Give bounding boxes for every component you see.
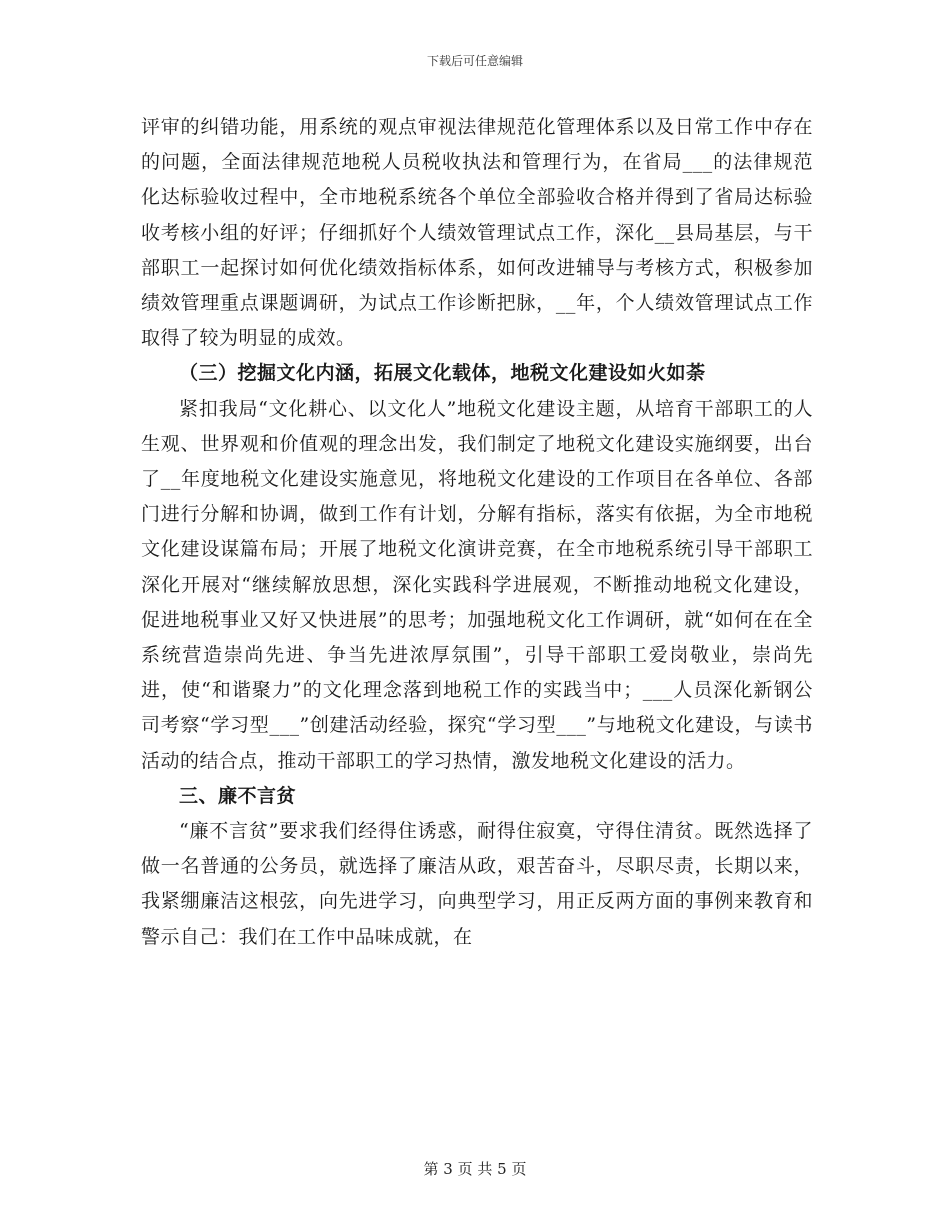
page-footer: 第 3 页 共 5 页 [423,1160,527,1178]
paragraph-2: 紧扣我局“文化耕心、以文化人”地税文化建设主题，从培育干部职工的人生观、世界观和价值观的理念出发，我们制定了地税文化建设实施纲要，出台了__年度地税文化建设实施意见，将地税文化建设的工作项目在各单位、各部门进行分解和协调，做到工作有计划，分解有指标，落实有依据，为全市地税文化建设谋篇布局；开展了地税文化演讲竞赛，在全市地税系统引导干部职工深化开展对“继续解放思想，深化实践科学进展观，不断推动地税文化建设，促进地税事业又好又快进展”的思考；加强地税文化工作调研，就“如何在在全系统营造崇尚先进、争当先进浓厚氛围”，引导干部职工爱岗敬业，崇尚先进，使“和谐聚力”的文化理念落到地税工作的实践当中；___人员深化新钢公司考察“学习型___”创建活动经验，探究“学习型___”与地税文化建设，与读书活动的结合点，推动干部职工的学习热情，激发地税文化建设的活力。 [141,397,813,772]
section-heading-lian-bu-yan-pin: 三、廉不言贫 [179,784,297,807]
document-body [141,110,813,955]
paragraph-1: 评审的纠错功能，用系统的观点审视法律规范化管理体系以及日常工作中存在的问题，全面法律规范地税人员税收执法和管理行为，在省局___的法律规范化达标验收过程中，全市地税系统各个单位全部验收合格并得到了省局达标验收考核小组的好评；仔细抓好个人绩效管理试点工作，深化__县局基层，与干部职工一起探讨如何优化绩效指标体系，如何改进辅导与考核方式，积极参加绩效管理重点课题调研，为试点工作诊断把脉，__年，个人绩效管理试点工作取得了较为明显的成效。 [141,116,813,350]
section-heading-3: （三）挖掘文化内涵，拓展文化载体，地税文化建设如火如荼 [179,362,706,385]
page-header: 下载后可任意编辑 [426,54,523,68]
paragraph-3: “廉不言贫”要求我们经得住诱惑，耐得住寂寞，守得住清贫。既然选择了做一名普通的公务员，就选择了廉洁从政，艰苦奋斗，尽职尽责，长期以来，我紧绷廉洁这根弦，向先进学习，向典型学习，用正反两方面的事例来教育和警示自己：我们在工作中品味成就，在 [141,820,813,948]
